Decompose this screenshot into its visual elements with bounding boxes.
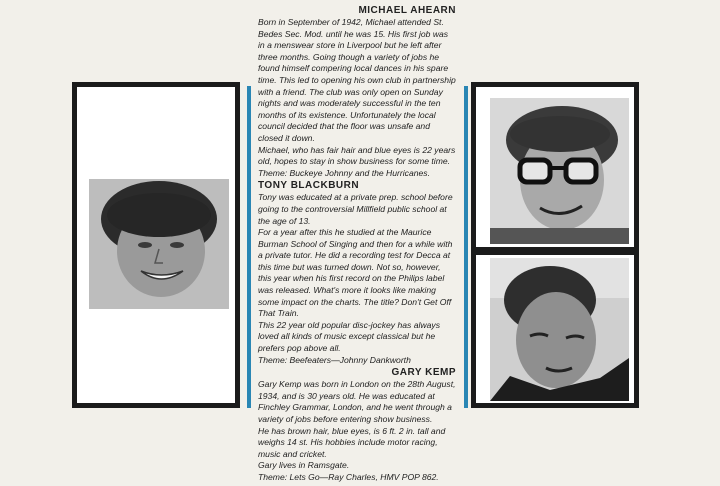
bio-paragraph: Michael, who has fair hair and blue eyes is 22 years old, hopes to stay in show business for some time.: [258, 144, 456, 167]
bio-michael-ahearn: [258, 4, 456, 179]
bio-gary-kemp: [258, 366, 456, 483]
bio-paragraph: Tony was educated at a private prep. school before going to the controversial Millfield public school at the age of 13.: [258, 192, 453, 226]
portrait-man-glasses-illustration: [490, 98, 629, 244]
left-photo-frame: [72, 82, 240, 408]
bio-paragraph: Gary Kemp was born in London on the 28th August, 1934, and is 30 years old. He was educated at Finchley Grammar, London, and he went through a variety of jobs before entering show business.: [258, 379, 456, 424]
bio-theme: Theme: Buckeye Johnny and the Hurricanes.: [258, 167, 430, 178]
photo-divider: [476, 247, 634, 255]
bio-heading: GARY KEMP: [391, 367, 456, 379]
bio-paragraph: Born in September of 1942, Michael attended St. Bedes Sec. Mod. until he was 15. His first job was in a menswear store in Liverpool but he left after three months. Going though a variety of jobs he found himself compering local dances in his spare time. This led to opening his own club in partnership with a friend. The club was only open on Sunday nights and was moderately successful in the ten months of its existence. Unfortunately the local council decided that the floor was unsafe and closed it down.: [258, 17, 456, 143]
bio-paragraph: He has brown hair, blue eyes, is 6 ft. 2 in. tall and weighs 14 st. His hobbies include motor racing, music and cricket.: [258, 425, 446, 459]
accent-bar-right: [464, 86, 468, 408]
portrait-man-looking-down-illustration: [490, 258, 629, 401]
bio-heading: MICHAEL AHEARN: [358, 5, 456, 16]
portrait-photo-right-bottom: [490, 258, 629, 401]
bio-paragraph: For a year after this he studied at the Maurice Burman School of Singing and then for a while with a private tutor. He did a recording test for Decca at this time but was turned down. Not so, however, this year when his first record on the Philips label was released. What's more it looks like making some impact on the charts. The title? Don't Get Off That Train.: [258, 227, 453, 319]
bio-heading: TONY BLACKBURN: [258, 180, 360, 192]
bio-theme: Theme: Beefeaters—Johnny Dankworth: [258, 354, 411, 365]
bio-paragraph: This 22 year old popular disc-jockey has always loved all kinds of music except classical but he prefers pop above all.: [258, 319, 440, 354]
biography-column: [258, 4, 456, 484]
portrait-woman-illustration: [89, 179, 229, 309]
bio-paragraph: Gary lives in Ramsgate.: [258, 460, 350, 471]
accent-bar-left: [247, 86, 251, 408]
portrait-photo-right-top: [490, 98, 629, 244]
bio-tony-blackburn: [258, 179, 456, 366]
bio-theme: Theme: Lets Go—Ray Charles, HMV POP 862.: [258, 471, 439, 482]
portrait-photo-left: [89, 179, 229, 309]
right-photo-frame: [471, 82, 639, 408]
